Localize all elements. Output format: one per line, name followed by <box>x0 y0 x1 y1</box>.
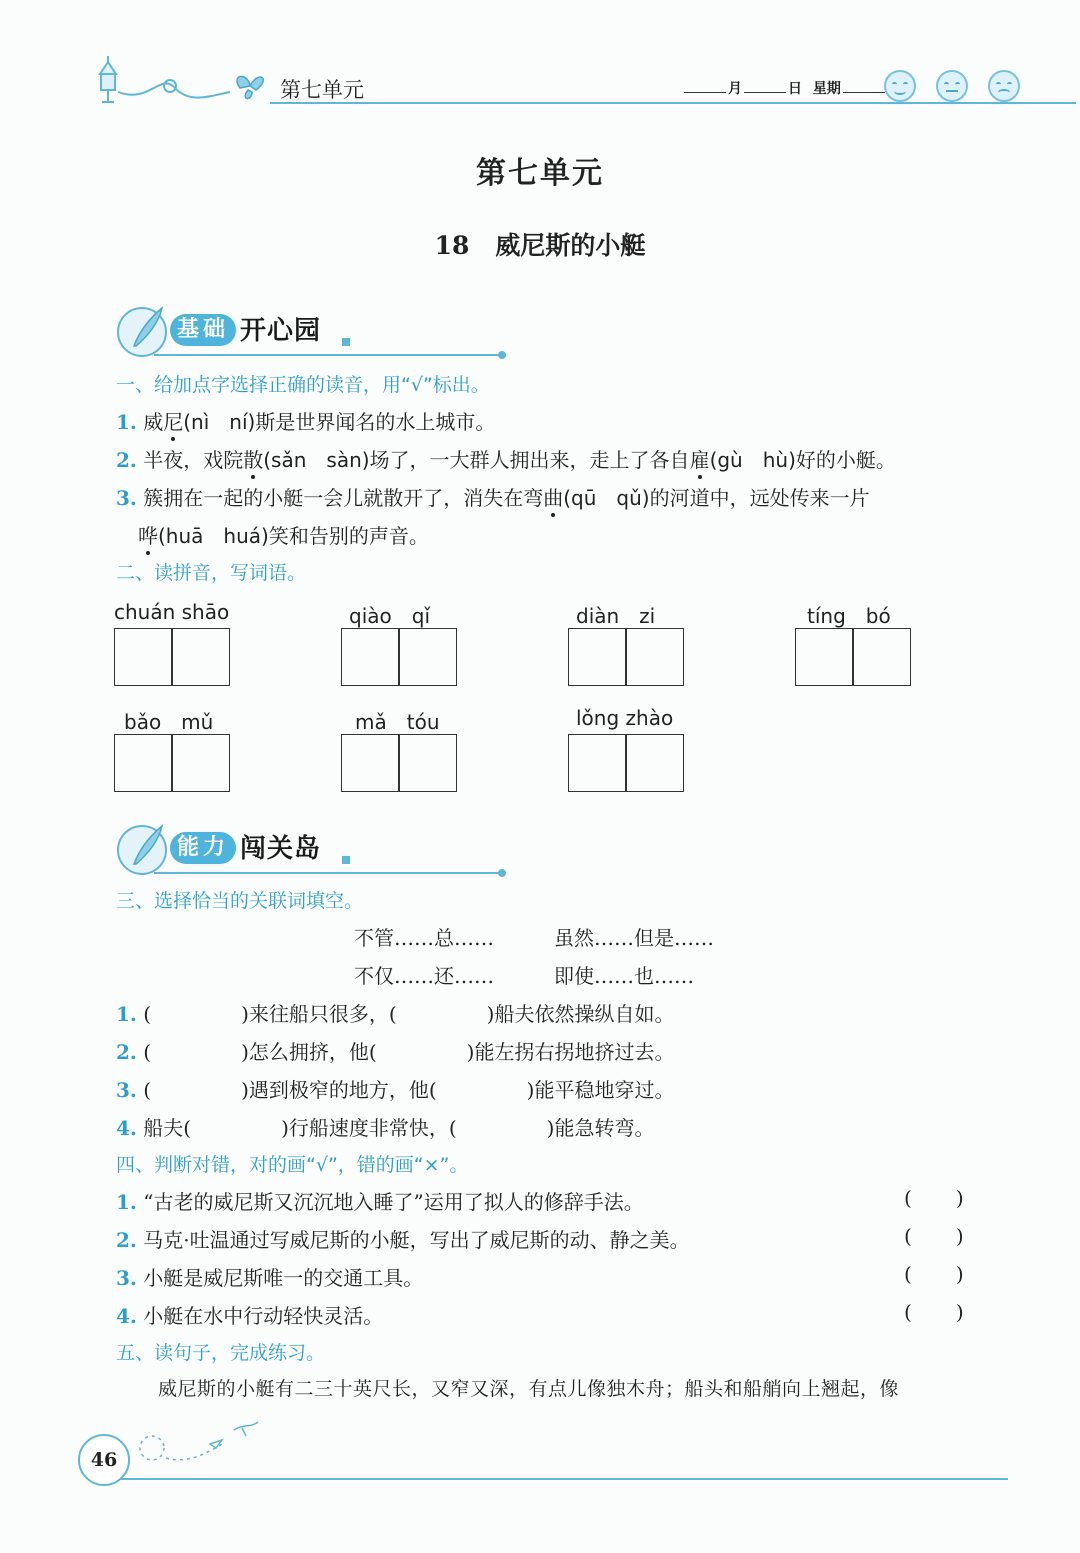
q3-item-3: 3. ( )遇到极窄的地方，他( )能平稳地穿过。 <box>116 1078 675 1102</box>
lamp-butterfly-decoration <box>90 52 280 108</box>
conj-option-4: 即使……也…… <box>554 964 694 988</box>
neutral-face-icon[interactable] <box>936 70 968 102</box>
answer-boxes[interactable] <box>341 628 457 686</box>
q4-item-4: 4. 小艇在水中行动轻快灵活。 <box>116 1304 384 1328</box>
answer-paren-2[interactable]: ( ) <box>904 1224 964 1248</box>
answer-boxes[interactable] <box>568 628 684 686</box>
dotted-char: 哗 <box>138 520 158 549</box>
section-pill-label: 基础 <box>170 314 236 346</box>
conj-option-1: 不管……总…… <box>354 926 494 950</box>
q4-item-2: 2. 马克·吐温通过写威尼斯的小艇，写出了威尼斯的动、静之美。 <box>116 1228 690 1252</box>
section-pill-label: 能力 <box>170 832 236 864</box>
answer-paren-3[interactable]: ( ) <box>904 1262 964 1286</box>
banner-square <box>342 856 350 864</box>
dotted-char: 尼 <box>163 406 183 435</box>
q4-item-3: 3. 小艇是威尼斯唯一的交通工具。 <box>116 1266 424 1290</box>
q1-item-3: 3. 簇拥在一起的小艇一会儿就散开了，消失在弯曲(qū qǔ)的河道中，远处传来一片 <box>116 482 870 511</box>
answer-boxes[interactable] <box>114 628 230 686</box>
footer-dots-bird-decoration <box>126 1414 276 1474</box>
section-banner-ability <box>114 818 514 878</box>
month-blank[interactable] <box>684 80 726 93</box>
q5-heading: 五、读句子，完成练习。 <box>116 1342 326 1364</box>
section-title: 开心园 <box>240 316 322 346</box>
header-unit-label: 第七单元 <box>280 78 364 102</box>
day-blank[interactable] <box>744 80 786 93</box>
q4-heading: 四、判断对错，对的画“√”，错的画“×”。 <box>116 1154 469 1176</box>
answer-paren-1[interactable]: ( ) <box>904 1186 964 1210</box>
week-blank[interactable] <box>843 80 885 93</box>
feather-swirl-icon <box>114 818 174 878</box>
banner-dot <box>498 351 506 359</box>
sad-face-icon[interactable] <box>988 70 1020 102</box>
q5-passage: 威尼斯的小艇有二三十英尺长，又窄又深，有点儿像独木舟；船头和船艄向上翘起，像 <box>158 1378 900 1400</box>
feather-swirl-icon <box>114 300 174 360</box>
q3-heading: 三、选择恰当的关联词填空。 <box>116 890 364 912</box>
week-label: 星期 <box>812 81 841 97</box>
lesson-number: 18 <box>434 231 470 260</box>
header-rule <box>270 102 1076 104</box>
conj-option-2: 虽然……但是…… <box>554 926 714 950</box>
dotted-char: 曲 <box>543 482 563 511</box>
q4-item-1: 1. “古老的威尼斯又沉沉地入睡了”运用了拟人的修辞手法。 <box>116 1190 644 1214</box>
answer-boxes[interactable] <box>795 628 911 686</box>
answer-paren-4[interactable]: ( ) <box>904 1300 964 1324</box>
q3-item-1: 1. ( )来往船只很多，( )船夫依然操纵自如。 <box>116 1002 675 1026</box>
month-label: 月 <box>728 81 742 97</box>
dotted-char: 雇 <box>690 444 710 473</box>
date-fill-area <box>682 78 887 98</box>
lesson-name: 威尼斯的小艇 <box>495 231 646 260</box>
workbook-page: 第七单元 月 日 星期 第七单元 18 威尼斯的小艇 基础 开心园 一、给加点字选择正确的读音，用“√”标出。 1. 威尼(nì ní)斯是世界闻名的水上城市。 2. 半夜，戏院散(sǎn sàn)场了，一大群人拥出来，走上了各自雇(gù hù)好的小艇。 3. 簇拥在一起的小艇一会儿就散开了，消失在弯曲(qū qǔ)的河道中，远处传来一片 哗(huā huá)笑和告别的声音。 二、读拼音，写词语。 chuán shāo qiào qǐ diàn zi tíng bó bǎo mǔ mǎ tóu lǒng zhào 能力 闯关岛 三、选择恰当的关联词填空。 不管……总…… 虽然……但是…… 不仅……还…… 即使……也…… 1. ( )来往船只很多，( )船夫依然操纵自如。 2. ( )怎么拥挤，他( )能左拐右拐地挤过去。 3. ( )遇到极窄的地方，他( )能平稳地穿过。 4. 船夫( )行船速度非常快，( )能急转弯。 四、判断对错，对的画“√”，错的画“×”。 1. “古老的威尼斯又沉沉地入睡了”运用了拟人的修辞手法。 2. 马克·吐温通过写威尼斯的小艇，写出了威尼斯的动、静之美。 3. 小艇是威尼斯唯一的交通工具。 4. 小艇在水中行动轻快灵活。 ( ) ( ) ( ) ( ) 五、读句子，完成练习。 威尼斯的小艇有二三十英尺长，又窄又深，有点儿像独木舟；船头和船艄向上翘起，像 46 <box>0 0 1080 1553</box>
section-banner-basic <box>114 300 514 360</box>
q2-heading: 二、读拼音，写词语。 <box>116 562 307 584</box>
banner-underline <box>154 354 502 356</box>
q1-item-3-cont: 哗(huā huá)笑和告别的声音。 <box>138 520 429 549</box>
banner-square <box>342 338 350 346</box>
day-label: 日 <box>788 81 802 97</box>
footer-rule <box>118 1478 1008 1480</box>
q3-item-2: 2. ( )怎么拥挤，他( )能左拐右拐地挤过去。 <box>116 1040 675 1064</box>
conj-option-3: 不仅……还…… <box>354 964 494 988</box>
page-number: 46 <box>78 1434 130 1486</box>
banner-dot <box>498 869 506 877</box>
lesson-title <box>0 226 1080 262</box>
q1-heading: 一、给加点字选择正确的读音，用“√”标出。 <box>116 374 490 396</box>
unit-title: 第七单元 <box>476 156 604 191</box>
q1-item-2: 2. 半夜，戏院散(sǎn sàn)场了，一大群人拥出来，走上了各自雇(gù hù)好的小艇。 <box>116 444 896 473</box>
q1-item-1: 1. 威尼(nì ní)斯是世界闻名的水上城市。 <box>116 406 495 435</box>
smile-face-icon[interactable] <box>884 70 916 102</box>
dotted-char: 散 <box>243 444 263 473</box>
answer-boxes[interactable] <box>568 734 684 792</box>
section-title: 闯关岛 <box>240 834 322 864</box>
q3-item-4: 4. 船夫( )行船速度非常快，( )能急转弯。 <box>116 1116 655 1140</box>
answer-boxes[interactable] <box>341 734 457 792</box>
answer-boxes[interactable] <box>114 734 230 792</box>
banner-underline <box>154 872 502 874</box>
